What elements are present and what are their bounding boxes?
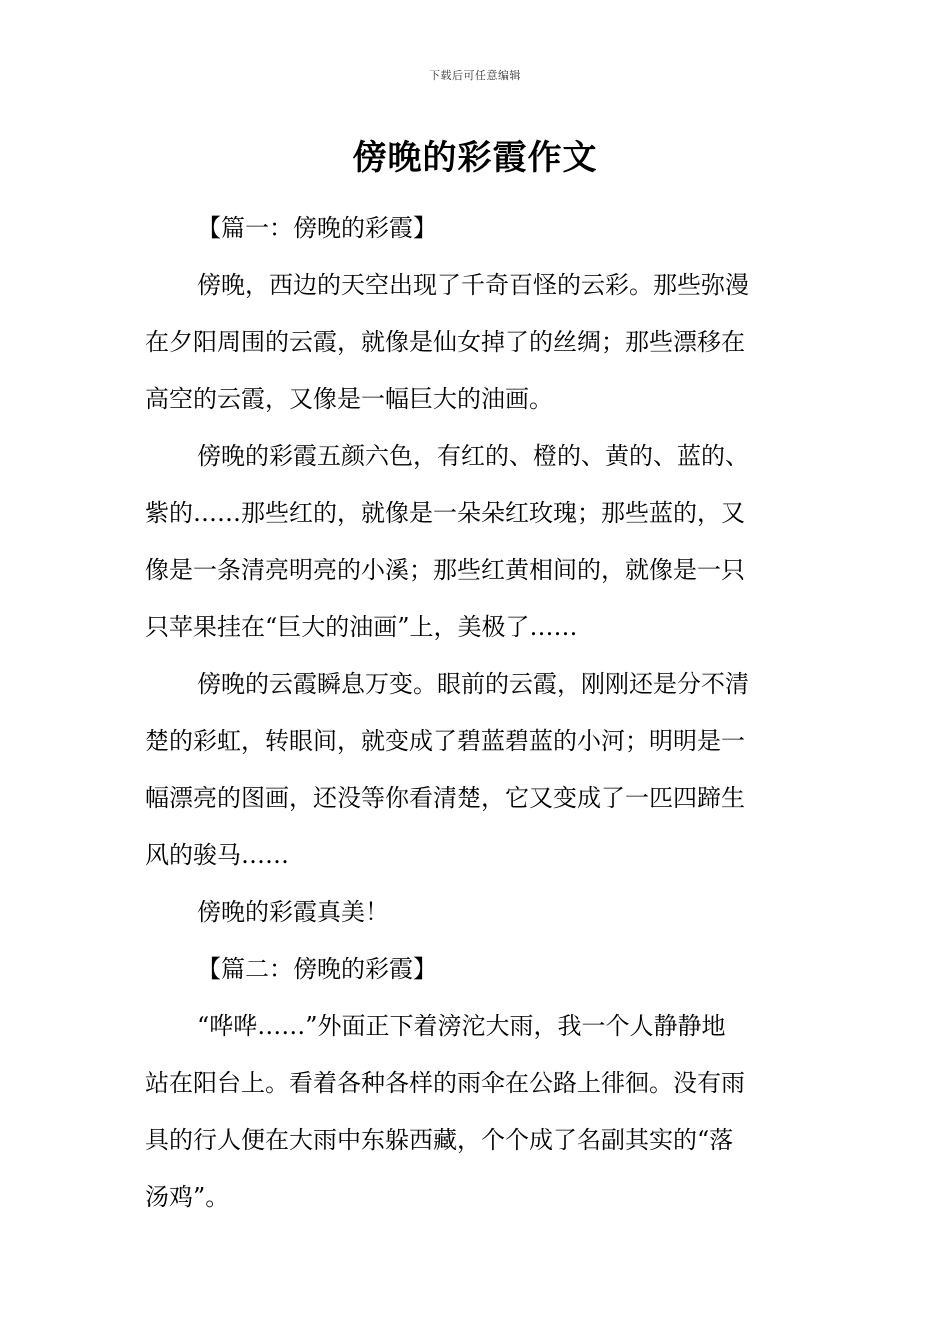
paragraph-line: “哗哗……”外面正下着滂沱大雨，我一个人静静地 (197, 1012, 726, 1040)
section-heading-1: 【篇一：傍晚的彩霞】 (197, 214, 437, 242)
header-note: 下载后可任意编辑 (429, 69, 521, 82)
section-heading-2: 【篇二：傍晚的彩霞】 (197, 955, 437, 983)
paragraph-line: 只苹果挂在“巨大的油画”上，美极了…… (145, 613, 578, 641)
paragraph-line: 紫的……那些红的，就像是一朵朵红玫瑰；那些蓝的，又 (145, 499, 745, 527)
document-title: 傍晚的彩霞作文 (352, 138, 598, 178)
paragraph-line: 像是一条清亮明亮的小溪；那些红黄相间的，就像是一只 (145, 556, 745, 584)
paragraph-line: 高空的云霞，又像是一幅巨大的油画。 (145, 385, 553, 413)
paragraph-line: 站在阳台上。看着各种各样的雨伞在公路上徘徊。没有雨 (145, 1069, 745, 1097)
paragraph-line: 在夕阳周围的云霞，就像是仙女掉了的丝绸；那些漂移在 (145, 328, 745, 356)
paragraph-line: 汤鸡”。 (145, 1183, 230, 1211)
paragraph-line: 幅漂亮的图画，还没等你看清楚，它又变成了一匹四蹄生 (145, 784, 745, 812)
document-body (145, 200, 807, 1226)
paragraph-line: 傍晚的云霞瞬息万变。眼前的云霞，刚刚还是分不清 (197, 670, 749, 698)
paragraph-line: 楚的彩虹，转眼间，就变成了碧蓝碧蓝的小河；明明是一 (145, 727, 745, 755)
paragraph-line: 傍晚的彩霞真美！ (197, 898, 389, 926)
paragraph-line: 风的骏马…… (145, 841, 289, 869)
paragraph-line: 傍晚，西边的天空出现了千奇百怪的云彩。那些弥漫 (197, 271, 749, 299)
paragraph-line: 具的行人便在大雨中东躲西藏，个个成了名副其实的“落 (145, 1126, 734, 1154)
paragraph-line: 傍晚的彩霞五颜六色，有红的、橙的、黄的、蓝的、 (197, 442, 749, 470)
